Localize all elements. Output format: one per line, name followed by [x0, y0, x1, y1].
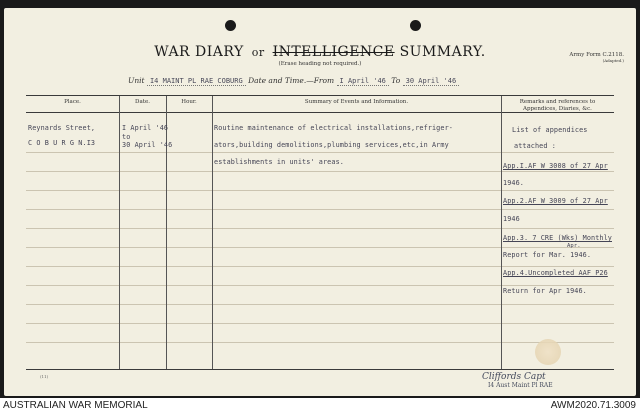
archive-caption-bar — [0, 398, 640, 414]
title-intelligence: INTELLIGENCE — [272, 44, 395, 60]
summary-line: ators,building demolitions,plumbing services,etc,in Army — [214, 141, 449, 149]
column-divider — [501, 96, 502, 369]
place-line: C O B U R G N.I3 — [28, 139, 96, 147]
diary-sheet — [4, 8, 636, 396]
row-rule — [26, 152, 614, 153]
punch-hole-right — [410, 20, 421, 31]
header-place: Place. — [26, 96, 119, 113]
date-line: I April '46 — [122, 124, 169, 132]
date-time-label: Date and Time.—From — [248, 76, 335, 85]
row-rule — [26, 171, 614, 172]
punch-hole-left — [225, 20, 236, 31]
remarks-line: attached : — [514, 142, 556, 150]
remarks-line: 1946. — [503, 179, 524, 187]
remarks-line: Report for Mar. 1946. — [503, 251, 592, 259]
header-remarks-line2: Appendices, Diaries, &c. — [523, 106, 592, 112]
print-mark: (11) — [40, 374, 49, 379]
row-rule — [26, 247, 614, 248]
remarks-line: App.2.AF W 3009 of 27 Apr — [503, 197, 608, 205]
army-form-note: (Adapted.) — [602, 58, 624, 63]
remarks-line: List of appendices — [512, 126, 588, 134]
date-line: to — [122, 133, 131, 141]
row-rule — [26, 209, 614, 210]
row-rule — [26, 304, 614, 305]
unit-value: I4 MAINT PL RAE COBURG — [149, 77, 243, 85]
row-rule — [26, 266, 614, 267]
signature: Cliffords Capt — [482, 372, 546, 382]
to-date: 30 April '46 — [405, 77, 457, 85]
embossed-seal — [535, 339, 561, 365]
from-date: I April '46 — [339, 77, 386, 85]
header-remarks — [501, 96, 614, 113]
row-rule — [26, 190, 614, 191]
remarks-correction: Apr. — [567, 243, 581, 249]
summary-line: establishments in units' areas. — [214, 158, 344, 166]
form-title — [4, 44, 636, 60]
column-divider — [119, 96, 120, 369]
summary-line: Routine maintenance of electrical installations,refriger- — [214, 124, 453, 132]
army-form-number — [569, 52, 624, 63]
header-remarks-line1: Remarks and references to — [519, 99, 596, 105]
column-divider — [166, 96, 167, 369]
title-summary: SUMMARY. — [399, 44, 486, 60]
header-date: Date. — [119, 96, 166, 113]
diary-table — [26, 95, 614, 370]
row-rule — [26, 285, 614, 286]
header-hour: Hour. — [166, 96, 212, 113]
row-rule — [26, 323, 614, 324]
row-rule — [26, 228, 614, 229]
army-form-label: Army Form C.2118. — [569, 52, 624, 58]
archive-id: AWM2020.71.3009 — [550, 400, 636, 411]
remarks-line: App.I.AF W 3008 of 27 Apr — [503, 162, 608, 170]
title-war-diary: WAR DIARY — [154, 44, 244, 60]
unit-line — [128, 76, 459, 86]
archive-name: AUSTRALIAN WAR MEMORIAL — [3, 400, 148, 411]
form-subtitle: (Erase heading not required.) — [278, 61, 362, 67]
row-rule — [26, 342, 614, 343]
unit-stamp: I4 Aust Maint Pl RAE — [488, 382, 553, 389]
header-summary: Summary of Events and Information. — [212, 96, 501, 113]
remarks-line: Return for Apr 1946. — [503, 287, 587, 295]
to-label: To — [391, 76, 401, 85]
remarks-line: App.4.Uncompleted AAF P26 — [503, 269, 608, 277]
remarks-line: 1946 — [503, 215, 520, 223]
title-or: or — [251, 46, 265, 59]
column-divider — [212, 96, 213, 369]
unit-label: Unit — [128, 76, 145, 85]
remarks-line: App.3. 7 CRE (Wks) Monthly — [503, 234, 612, 242]
date-line: 30 April '46 — [122, 141, 173, 149]
place-line: Reynards Street, — [28, 124, 96, 132]
